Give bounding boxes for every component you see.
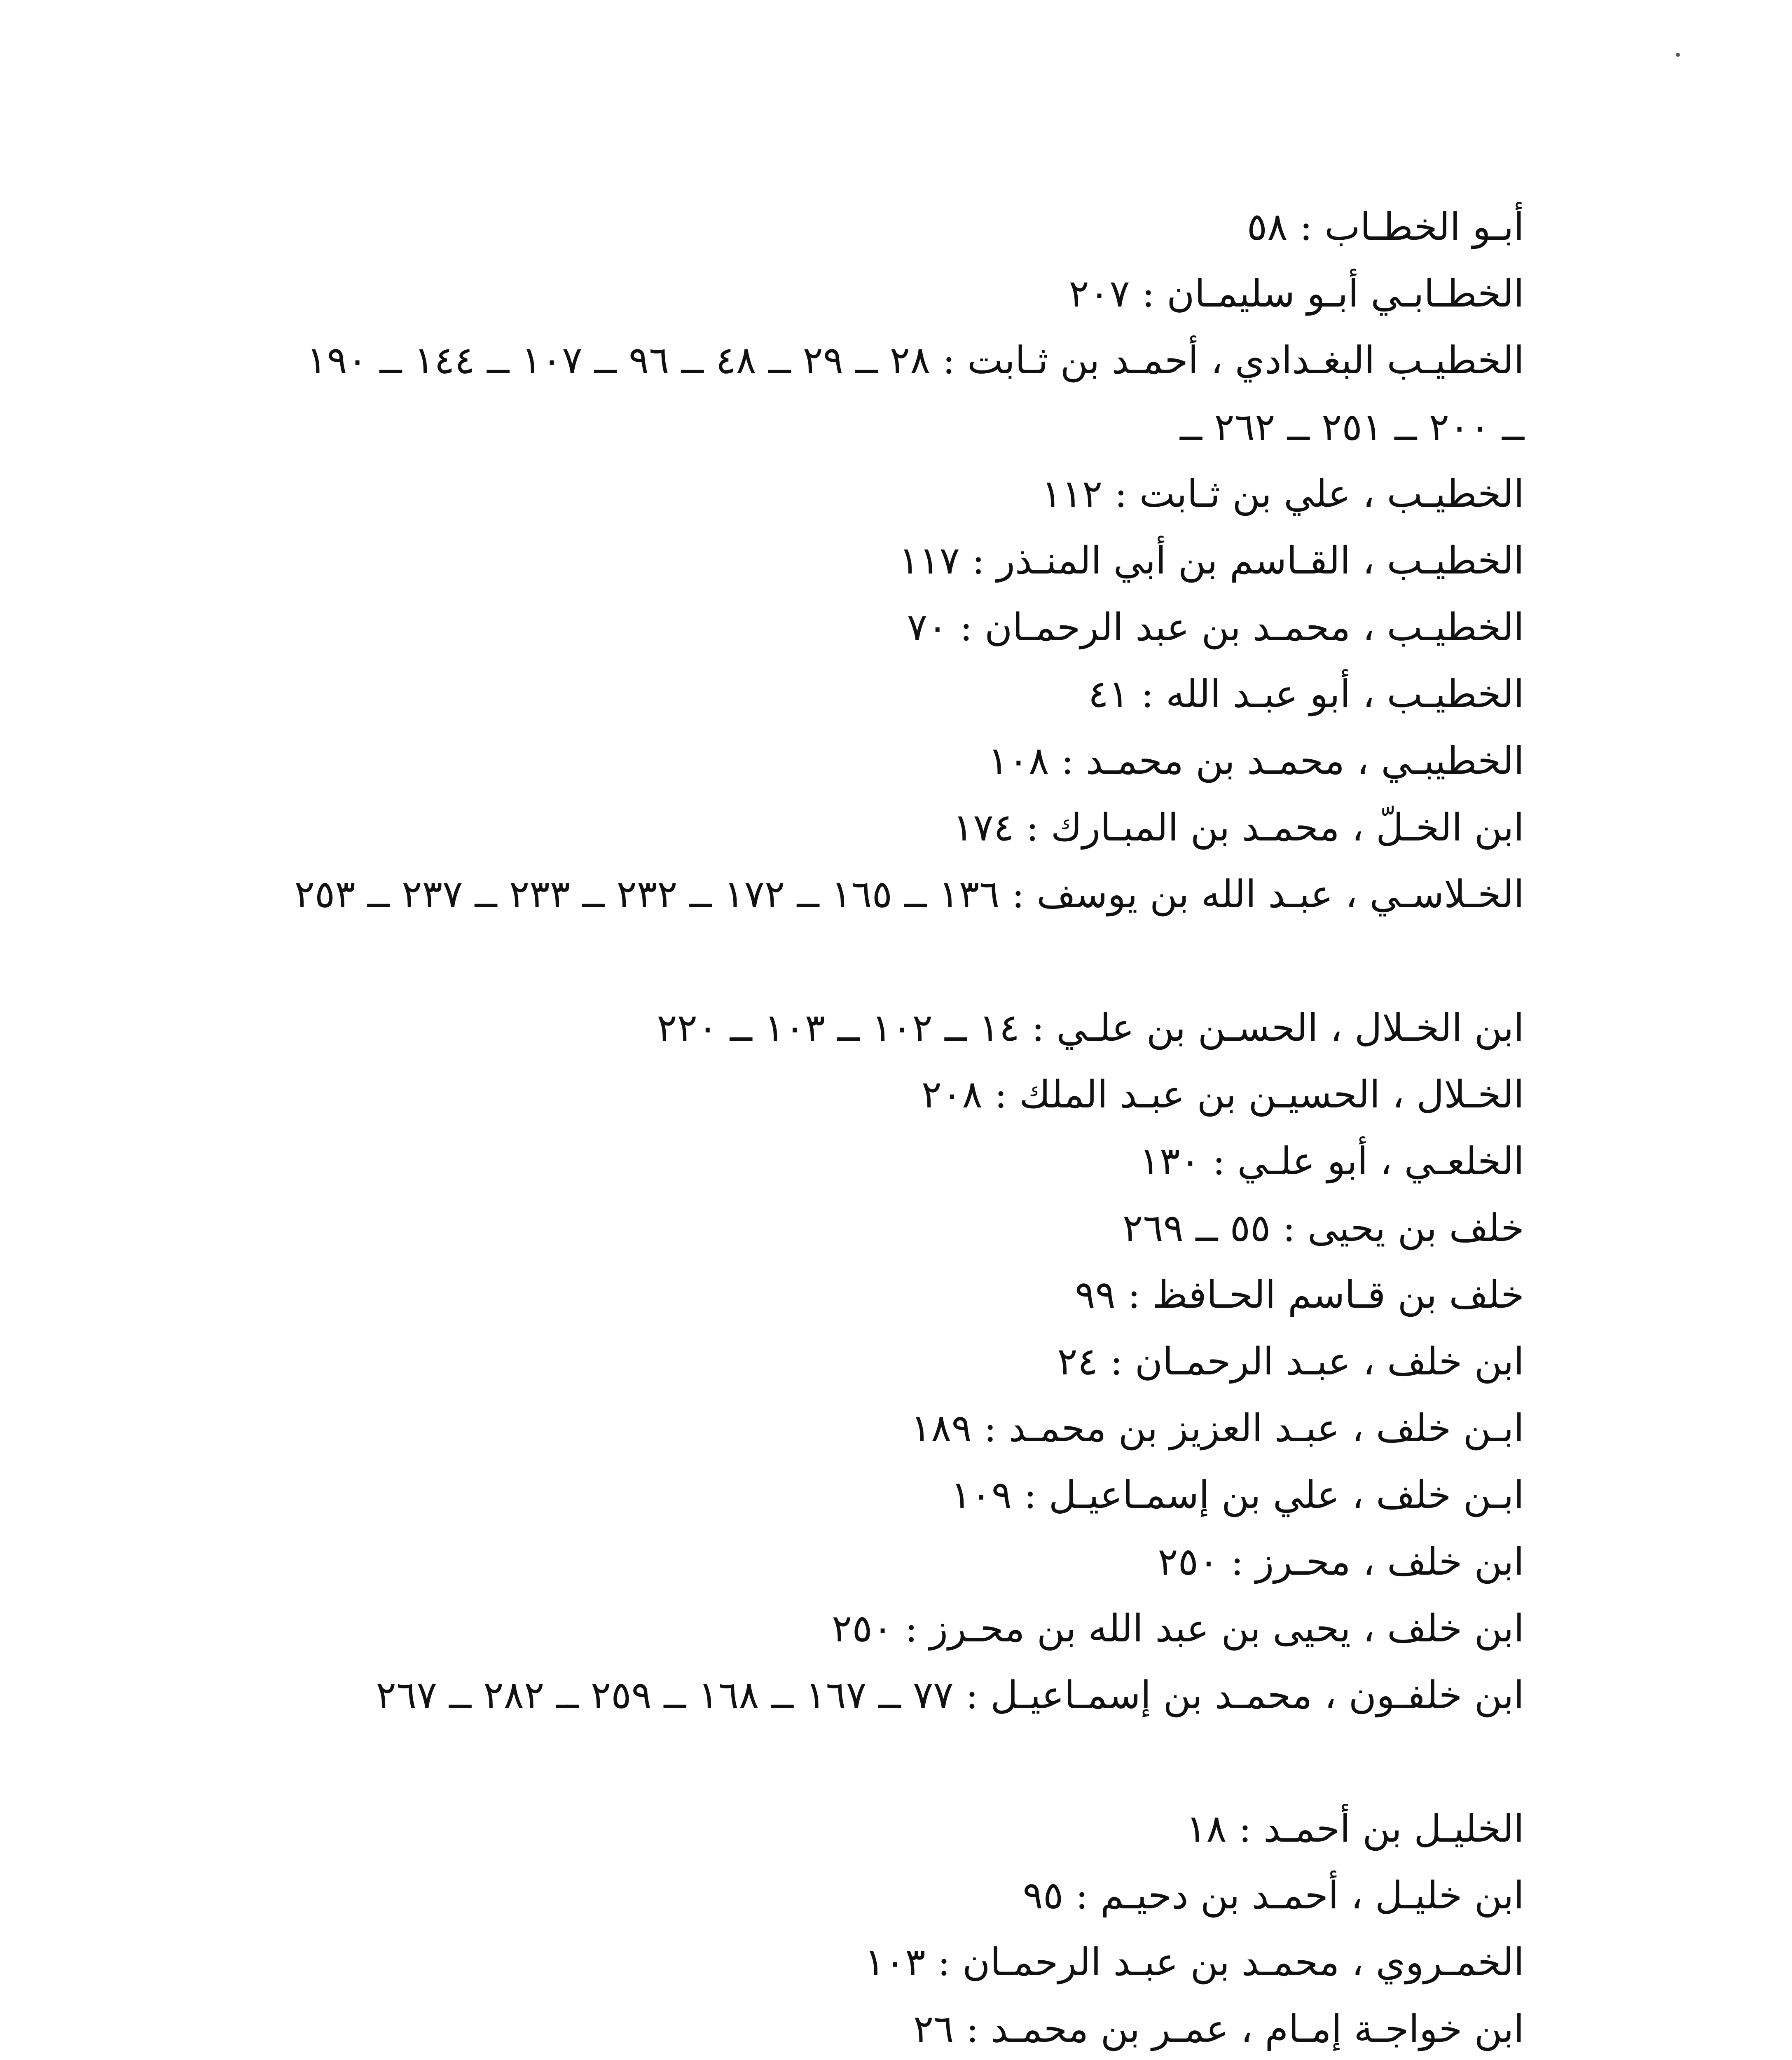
entry-separator: : <box>893 1606 930 1650</box>
entry-name: الخطيـب ، محمـد بن عبد الرحمـان <box>984 605 1524 649</box>
entry-pages: ٥٨ <box>1247 205 1288 249</box>
entry-name: ابن الخـلال ، الحسـن بن علـي <box>1056 1006 1524 1050</box>
name-index-list <box>0 194 1792 2060</box>
entry-pages: ٢٦ <box>913 2007 954 2051</box>
entry-separator: : <box>954 2007 991 2051</box>
entry-pages: ١٨ <box>1186 1807 1227 1851</box>
entry-pages: ٩٩ <box>1075 1273 1116 1317</box>
index-entry <box>280 661 1524 728</box>
entry-name: ابن خليـل ، أحمـد بن دحيـم <box>1100 1873 1524 1917</box>
index-entry <box>280 995 1524 1061</box>
index-entry <box>280 260 1524 327</box>
entry-name: الخطيـب ، علي بن ثـابت <box>1139 472 1524 516</box>
entry-separator: : <box>1049 739 1086 783</box>
index-entry <box>280 1662 1524 1729</box>
entry-pages: ١١٧ <box>898 538 960 583</box>
index-entry <box>280 728 1524 794</box>
entry-pages: ٤١ <box>1088 672 1129 716</box>
entry-pages: ١٠٩ <box>950 1473 1012 1517</box>
entry-name: الخلعـي ، أبو علـي <box>1237 1139 1524 1183</box>
entry-pages: ١٣٦ ــ ١٦٥ ــ ١٧٢ ــ ٢٣٢ ــ ٢٣٣ ــ ٢٣٧ ــ ٢٥٣ <box>294 872 1000 916</box>
index-entry <box>280 594 1524 661</box>
entry-name: ابن خلف ، يحيى بن عبد الله بن محـرز <box>929 1606 1524 1650</box>
index-entry <box>280 1262 1524 1328</box>
index-entry <box>280 1595 1524 1662</box>
entry-pages: ٧٧ ــ ١٦٧ ــ ١٦٨ ــ ٢٥٩ ــ ٢٨٢ ــ ٢٦٧ <box>376 1673 954 1717</box>
entry-name: ابن خلف ، عبـد الرحمـان <box>1135 1339 1524 1383</box>
entry-name: ابن خلفـون ، محمـد بن إسمـاعيـل <box>990 1673 1524 1717</box>
index-entry <box>280 194 1524 260</box>
entry-pages: ١٤ ــ ١٠٢ ــ ١٠٣ ــ ٢٢٠ <box>657 1006 1020 1050</box>
entry-name: الخطيـب ، أبو عبـد الله <box>1165 672 1524 716</box>
entry-pages: ٢٠٨ <box>921 1072 983 1117</box>
entry-separator: : <box>1200 1139 1238 1183</box>
entry-separator: : <box>1226 1807 1264 1851</box>
entry-pages: ٩٥ <box>1022 1873 1064 1917</box>
entry-pages: ٢٤ <box>1057 1339 1098 1383</box>
entry-separator: : <box>1102 472 1139 516</box>
index-entry <box>280 1128 1524 1195</box>
entry-name: ابـن خلف ، علي بن إسمـاعيـل <box>1048 1473 1524 1517</box>
index-entry <box>280 527 1524 594</box>
entry-name: الخـلال ، الحسيـن بن عبـد الملك <box>1019 1072 1524 1117</box>
entry-separator: : <box>1012 1473 1049 1517</box>
entry-pages: ٥٥ ــ ٢٦٩ <box>1122 1206 1271 1250</box>
entry-pages: ١٠٣ <box>864 1940 926 1984</box>
entry-name: الخطيـب ، القـاسم بن أبي المنـذر <box>997 538 1524 583</box>
entry-separator: : <box>1014 805 1051 850</box>
entry-pages: ٢٥٠ <box>832 1606 893 1650</box>
entry-pages: ٢٠٧ <box>1069 272 1130 316</box>
entry-pages: ١٣٠ <box>1139 1139 1200 1183</box>
entry-separator: : <box>1130 272 1167 316</box>
entry-name: الخطـابـي أبـو سليمـان <box>1167 272 1524 316</box>
entry-pages: ٢٥٠ <box>1158 1540 1219 1584</box>
index-entry <box>280 1328 1524 1395</box>
entry-separator: : <box>1287 205 1325 249</box>
entry-pages: ٧٠ <box>907 605 948 649</box>
entry-name: خلف بن يحيى <box>1307 1206 1524 1250</box>
index-entry <box>280 1462 1524 1529</box>
index-entry <box>280 327 1524 461</box>
index-entry <box>280 1395 1524 1462</box>
entry-name: الخمـروي ، محمـد بن عبـد الرحمـان <box>962 1940 1524 1984</box>
index-entry <box>280 861 1524 928</box>
entry-name: ابـن خلف ، عبـد العزيز بن محمـد <box>1008 1406 1524 1450</box>
entry-name: ابن خواجـة إمـام ، عمـر بن محمـد <box>991 2007 1524 2051</box>
entry-separator: : <box>1270 1206 1308 1250</box>
entry-pages: ١٠٨ <box>988 739 1049 783</box>
entry-separator: : <box>1219 1540 1256 1584</box>
entry-separator: : <box>930 338 968 382</box>
entry-separator: : <box>959 538 997 583</box>
entry-name: الخـلاسـي ، عبـد الله بن يوسف <box>1036 872 1524 916</box>
entry-separator: : <box>925 1940 963 1984</box>
entry-pages: ١٨٩ <box>910 1406 972 1450</box>
entry-separator: : <box>1063 1873 1100 1917</box>
entry-separator: : <box>1020 1006 1057 1050</box>
index-entry <box>280 794 1524 861</box>
entry-separator: : <box>947 605 985 649</box>
entry-name: الخطيـب البغـدادي ، أحمـد بن ثـابت <box>967 338 1524 382</box>
entry-separator: : <box>1129 672 1166 716</box>
scan-speck <box>1676 53 1680 57</box>
index-entry <box>280 461 1524 527</box>
entry-separator: : <box>982 1072 1020 1117</box>
index-entry <box>280 1929 1524 1996</box>
entry-separator: : <box>1116 1273 1153 1317</box>
entry-separator: : <box>999 872 1037 916</box>
entry-separator: : <box>1098 1339 1135 1383</box>
index-entry <box>280 1061 1524 1128</box>
entry-name: خلف بن قـاسم الحـافظ <box>1152 1273 1524 1317</box>
entry-separator: : <box>971 1406 1009 1450</box>
entry-pages: ١٧٤ <box>953 805 1014 850</box>
entry-name: الخطيبـي ، محمـد بن محمـد <box>1085 739 1524 783</box>
index-entry <box>280 1996 1524 2060</box>
entry-separator: : <box>953 1673 991 1717</box>
index-entry <box>280 1862 1524 1929</box>
index-entry <box>280 1795 1524 1862</box>
entry-name: ابن الخـلّ ، محمـد بن المبـارك <box>1050 805 1524 850</box>
index-entry <box>280 1195 1524 1262</box>
index-entry <box>280 1529 1524 1595</box>
entry-name: الخليـل بن أحمـد <box>1263 1807 1524 1851</box>
entry-name: ابن خلف ، محـرز <box>1256 1540 1524 1584</box>
entry-pages: ٢٨ ــ ٢٩ ــ ٤٨ ــ ٩٦ ــ ١٠٧ ــ ١٤٤ ــ ١٩٠ ــ ٢٠٠ ــ ٢٥١ ــ ٢٦٢ ــ <box>294 338 1524 449</box>
entry-pages: ١١٢ <box>1041 472 1103 516</box>
entry-name: أبـو الخطـاب <box>1324 205 1524 249</box>
